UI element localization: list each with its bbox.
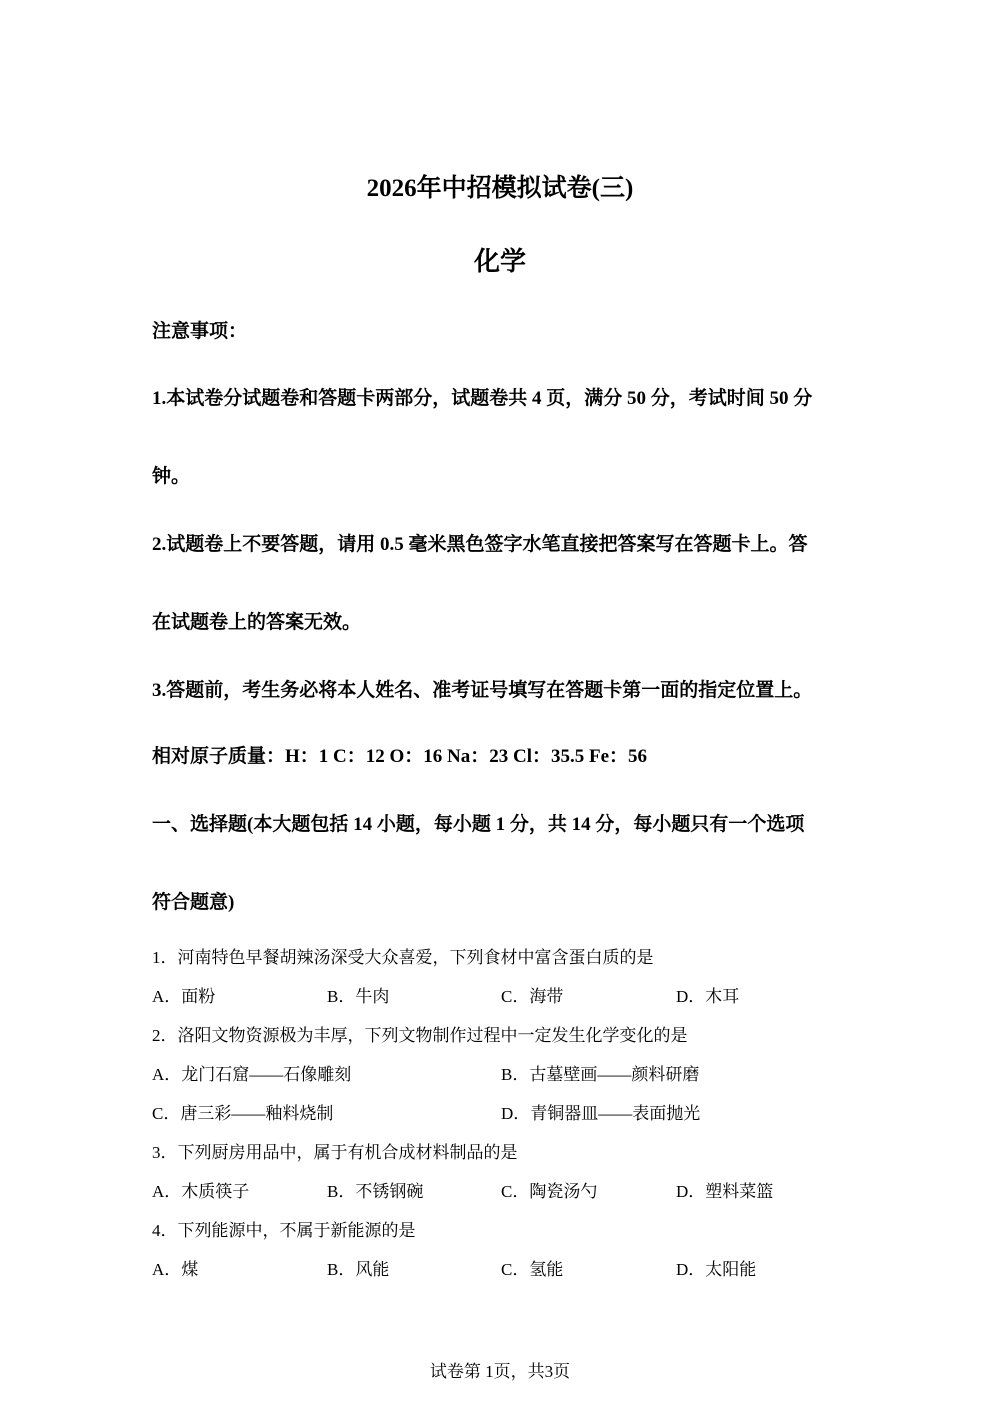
- question-3-stem: 3．下列厨房用品中，属于有机合成材料制品的是: [152, 1143, 518, 1162]
- atomic-mass-line: 相对原子质量：H：1 C：12 O：16 Na：23 Cl：35.5 Fe：56: [152, 746, 648, 767]
- notice-item-2-line-2: 在试题卷上的答案无效。: [152, 612, 362, 633]
- question-2-option-b: B．古墓壁画——颜料研磨: [501, 1065, 700, 1084]
- question-1-option-c: C．海带: [501, 987, 564, 1006]
- notice-item-1-line-2: 钟。: [152, 466, 191, 487]
- subject-title: 化学: [473, 247, 526, 276]
- question-3-option-d: D．塑料菜篮: [676, 1182, 774, 1201]
- notice-item-2-line-1: 2.试题卷上不要答题，请用 0.5 毫米黑色签字水笔直接把答案写在答题卡上。答: [152, 534, 808, 555]
- question-1-stem: 1．河南特色早餐胡辣汤深受大众喜爱，下列食材中富含蛋白质的是: [152, 948, 654, 967]
- section-1-heading-line-1: 一、选择题(本大题包括 14 小题，每小题 1 分，共 14 分，每小题只有一个选项: [152, 814, 805, 835]
- question-4-stem: 4．下列能源中，不属于新能源的是: [152, 1221, 416, 1240]
- notice-heading: 注意事项：: [152, 321, 248, 342]
- question-3-option-a: A．木质筷子: [152, 1182, 250, 1201]
- question-4-option-b: B．风能: [327, 1260, 390, 1279]
- section-1-heading-line-2: 符合题意): [152, 892, 235, 913]
- question-1-option-d: D．木耳: [676, 987, 740, 1006]
- question-2-stem: 2．洛阳文物资源极为丰厚，下列文物制作过程中一定发生化学变化的是: [152, 1026, 688, 1045]
- question-1-option-a: A．面粉: [152, 987, 216, 1006]
- question-3-option-b: B．不锈钢碗: [327, 1182, 424, 1201]
- question-2-option-c: C．唐三彩——釉料烧制: [152, 1104, 334, 1123]
- question-1-option-b: B．牛肉: [327, 987, 390, 1006]
- question-3-option-c: C．陶瓷汤勺: [501, 1182, 598, 1201]
- question-4-option-c: C．氢能: [501, 1260, 564, 1279]
- question-4-option-d: D．太阳能: [676, 1260, 757, 1279]
- notice-item-1-line-1: 1.本试卷分试题卷和答题卡两部分，试题卷共 4 页，满分 50 分，考试时间 50 分: [152, 388, 813, 409]
- notice-item-3: 3.答题前，考生务必将本人姓名、准考证号填写在答题卡第一面的指定位置上。: [152, 680, 813, 701]
- page-footer: 试卷第 1页，共3页: [429, 1362, 571, 1381]
- exam-title: 2026年中招模拟试卷(三): [366, 175, 634, 202]
- question-2-option-a: A．龙门石窟——石像雕刻: [152, 1065, 352, 1084]
- question-4-option-a: A．煤: [152, 1260, 199, 1279]
- question-2-option-d: D．青铜器皿——表面抛光: [501, 1104, 701, 1123]
